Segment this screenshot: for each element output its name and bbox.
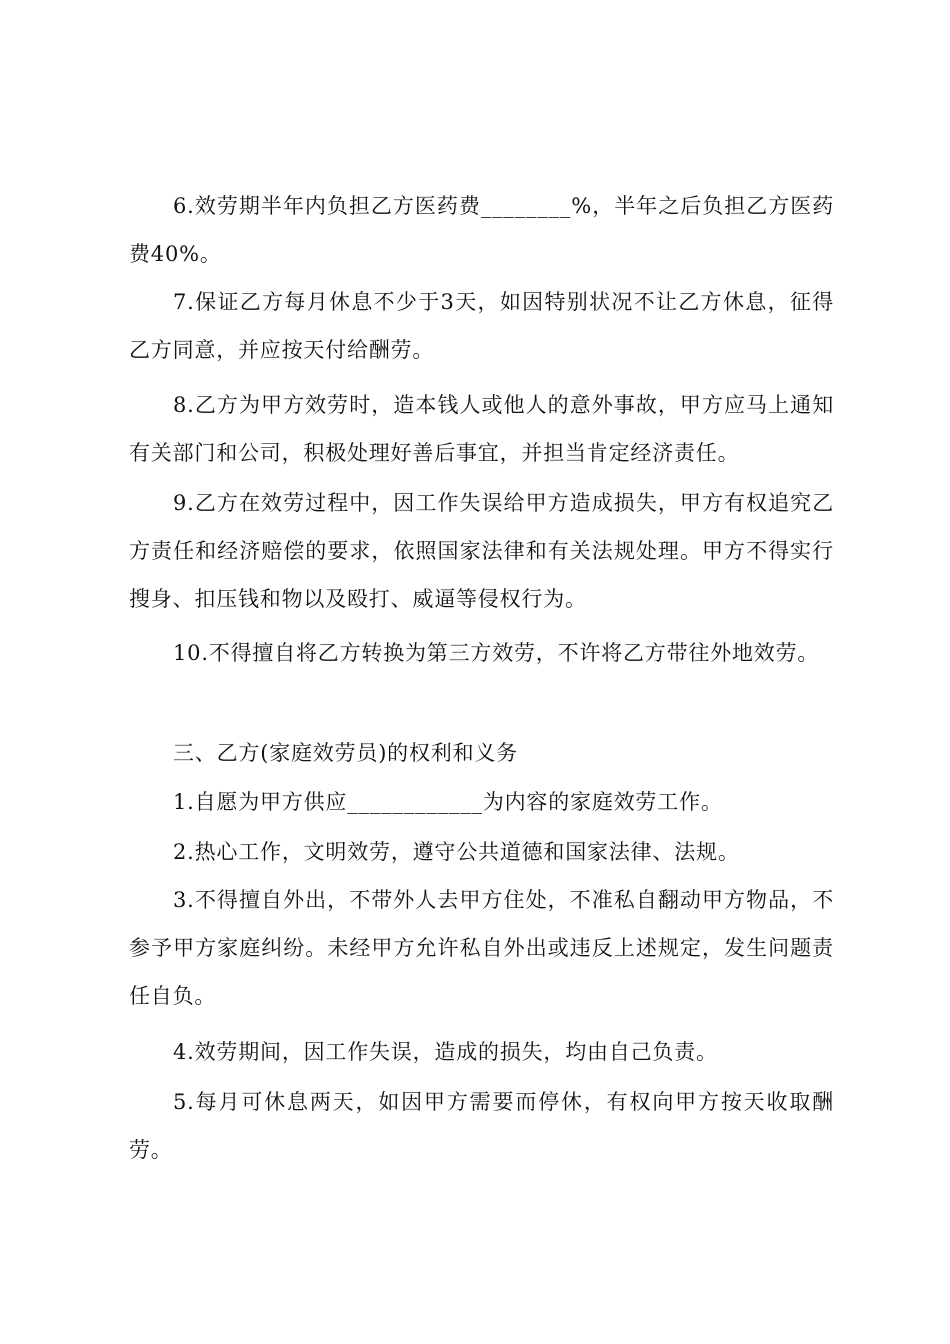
clause-8: 8.乙方为甲方效劳时，造本钱人或他人的意外事故，甲方应马上通知有关部门和公司，积极处理好善后事宜，并担当肯定经济责任。: [129, 393, 834, 465]
duty-5: 5.每月可休息两天，如因甲方需要而停休，有权向甲方按天收取酬劳。: [129, 1090, 834, 1162]
duty-4: 4.效劳期间，因工作失误，造成的损失，均由自己负责。: [173, 1040, 718, 1064]
clause-9: 9.乙方在效劳过程中，因工作失误给甲方造成损失，甲方有权追究乙方责任和经济赔偿的要求，依照国家法律和有关法规处理。甲方不得实行搜身、扣压钱和物以及殴打、威逼等侵权行为。: [129, 491, 834, 611]
duty-2: 2.热心工作，文明效劳，遵守公共道德和国家法律、法规。: [173, 840, 740, 864]
duty-1: 1.自愿为甲方供应____________为内容的家庭效劳工作。: [173, 790, 723, 814]
section-3-heading: 三、乙方(家庭效劳员)的权利和义务: [173, 741, 518, 765]
clause-10: 10.不得擅自将乙方转换为第三方效劳，不许将乙方带往外地效劳。: [173, 641, 820, 665]
clause-6: 6.效劳期半年内负担乙方医药费________%，半年之后负担乙方医药费40%。: [129, 194, 834, 266]
duty-3: 3.不得擅自外出，不带外人去甲方住处，不准私自翻动甲方物品，不参予甲方家庭纠纷。未经甲方允许私自外出或违反上述规定，发生问题责任自负。: [129, 888, 834, 1008]
clause-7: 7.保证乙方每月休息不少于3天，如因特别状况不让乙方休息，征得乙方同意，并应按天付给酬劳。: [129, 290, 834, 362]
